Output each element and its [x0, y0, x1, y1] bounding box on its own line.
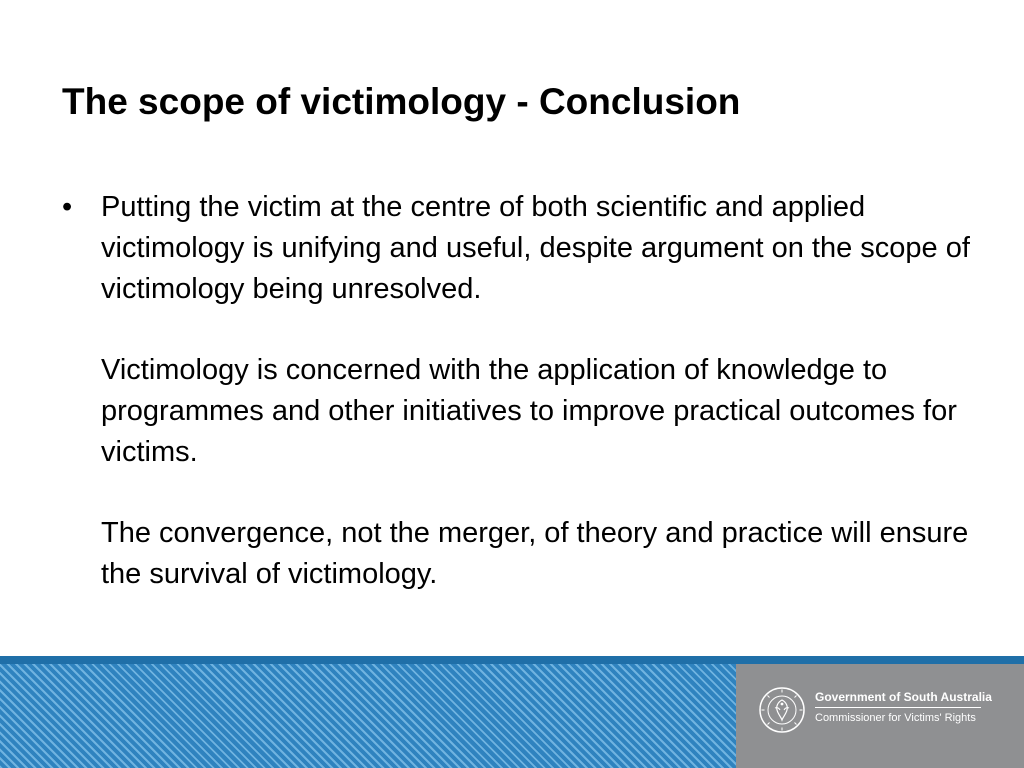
bullet-content — [101, 187, 1001, 595]
footer-stripe — [0, 656, 1024, 664]
paragraph-convergence: The convergence, not the merger, of theory and practice will ensure the survival of victimology. — [101, 517, 969, 590]
paragraph-scope: Putting the victim at the centre of both scientific and applied victimology is unifying and useful, despite argument on the scope of victimology being unresolved. — [101, 191, 970, 305]
bullet-marker: • — [62, 191, 73, 223]
department-name: Commissioner for Victims' Rights — [815, 712, 976, 724]
paragraph-application: Victimology is concerned with the application of knowledge to programmes and other initiatives to improve practical outcomes for victims. — [101, 354, 957, 468]
footer-hatched-band — [0, 664, 736, 768]
south-australia-emblem-icon — [758, 686, 806, 734]
footer-divider — [815, 707, 981, 708]
government-name: Government of South Australia — [815, 690, 992, 704]
slide-title: The scope of victimology - Conclusion — [62, 81, 741, 122]
